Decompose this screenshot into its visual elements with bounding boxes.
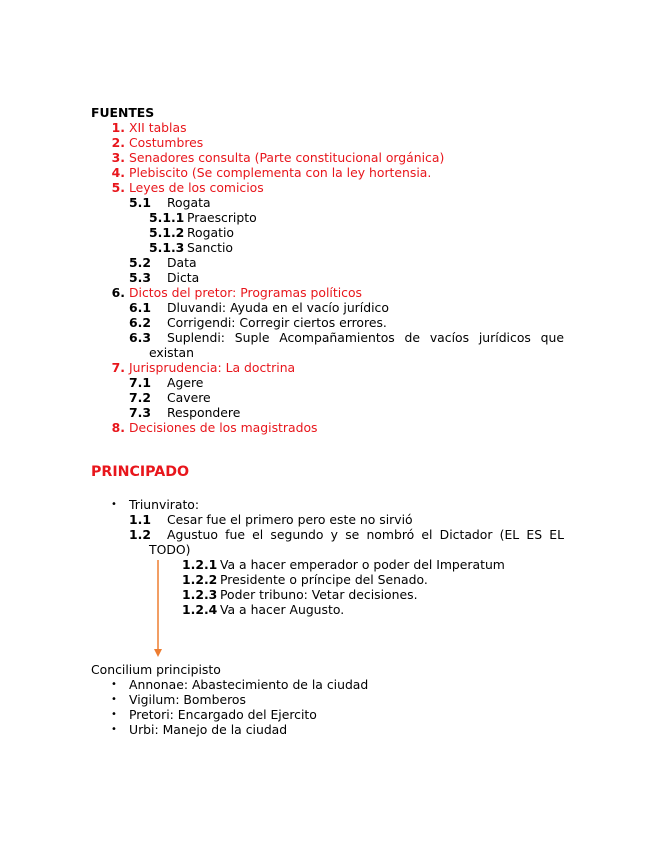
down-arrow-icon [151, 560, 165, 658]
concilium-title: Concilium principisto [91, 662, 221, 677]
bullet: • [111, 679, 117, 690]
bullet: • [111, 694, 117, 705]
bullet: • [111, 724, 117, 735]
principado-heading: PRINCIPADO [91, 464, 190, 480]
fuentes-heading: FUENTES [91, 105, 155, 120]
bullet: • [111, 709, 117, 720]
bullet: • [111, 499, 117, 510]
